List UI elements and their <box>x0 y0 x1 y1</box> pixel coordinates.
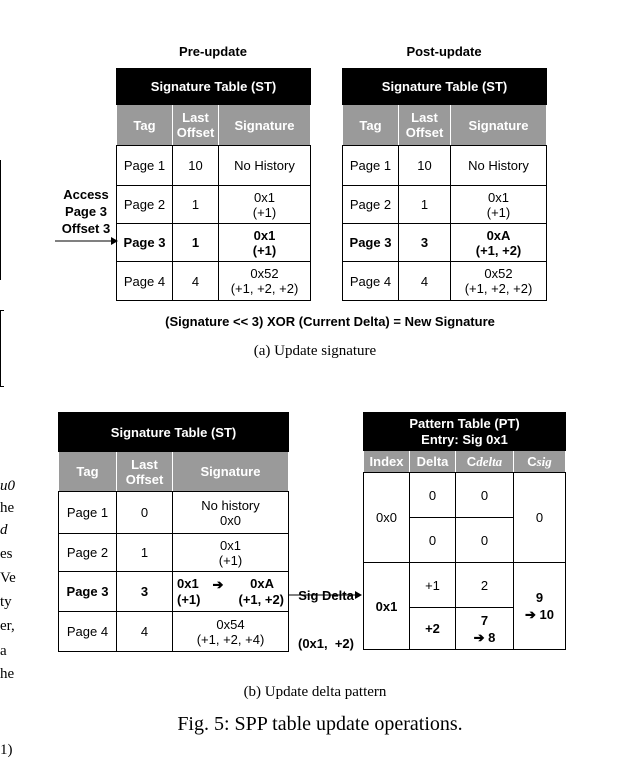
edge-line <box>0 386 4 387</box>
delta-cell: 0 <box>410 518 456 563</box>
edge-fragment: Ve <box>0 570 16 586</box>
edge-fragment: u0 <box>0 478 15 494</box>
counter-cell: 0 <box>456 473 514 518</box>
signature-cell: 0x1 (+1) <box>451 186 547 224</box>
edge-fragment: he <box>0 666 15 682</box>
offset-cell: 10 <box>399 146 451 186</box>
access-label: Access Page 3 Offset 3 <box>61 187 111 236</box>
tag-cell: Page 3 <box>117 224 173 262</box>
signature-cell: 0x1 (+1) <box>219 186 311 224</box>
header-delta: Delta <box>410 451 456 473</box>
tag-cell: Page 1 <box>343 146 399 186</box>
tag-cell: Page 3 <box>59 572 117 612</box>
caption-a: (a) Update signature <box>253 343 377 359</box>
signature-cell: 0x52 (+1, +2, +2) <box>451 262 547 301</box>
header-index: Index <box>364 451 410 473</box>
pattern-table <box>363 412 566 650</box>
sig-delta-label: Sig Delta (0x1, +2) <box>297 588 354 651</box>
offset-cell: 1 <box>173 224 219 262</box>
new-signature: 0xA <box>250 576 275 591</box>
header-last-offset: Last Offset <box>173 105 219 146</box>
edge-fragment: ty <box>0 594 12 610</box>
sig-counter-cell: 0 <box>514 473 566 563</box>
table-row <box>59 612 289 652</box>
arrow-right-icon: ➔ <box>525 607 536 622</box>
edge-fragment: er, <box>0 618 15 634</box>
table-row <box>117 262 311 301</box>
signature-cell: No History <box>451 146 547 186</box>
header-last-offset: Last Offset <box>117 452 173 492</box>
offset-cell: 4 <box>117 612 173 652</box>
tag-cell: Page 1 <box>117 146 173 186</box>
header-signature: Signature <box>173 452 289 492</box>
sig-counter-cell: 9 ➔ 10 <box>514 563 566 650</box>
tag-cell: Page 4 <box>59 612 117 652</box>
tag-cell: Page 4 <box>343 262 399 301</box>
table-row <box>364 473 566 518</box>
table-title: Signature Table (ST) <box>59 413 289 452</box>
table-row <box>343 224 547 262</box>
table-row <box>59 534 289 572</box>
signature-cell: No history 0x0 <box>173 492 289 534</box>
offset-cell: 1 <box>117 534 173 572</box>
edge-line <box>0 310 4 311</box>
offset-cell: 4 <box>173 262 219 301</box>
old-signature-deltas: (+1) <box>177 592 201 607</box>
header-c-delta: Cdelta <box>456 451 514 473</box>
table-row <box>117 146 311 186</box>
arrow-right-icon: ➔ <box>473 629 485 645</box>
table-row <box>343 262 547 301</box>
tag-cell: Page 2 <box>343 186 399 224</box>
tag-cell: Page 2 <box>59 534 117 572</box>
old-signature: 0x1 <box>177 576 199 591</box>
offset-cell: 4 <box>399 262 451 301</box>
table-row <box>59 572 289 612</box>
table-title: Signature Table (ST) <box>343 69 547 105</box>
pre-update-signature-table <box>116 68 311 301</box>
signature-cell: 0x52 (+1, +2, +2) <box>219 262 311 301</box>
offset-cell: 1 <box>173 186 219 224</box>
new-signature-deltas: (+1, +2) <box>238 592 285 607</box>
sig-delta-arrow <box>288 590 364 600</box>
signature-cell: 0x54 (+1, +2, +4) <box>173 612 289 652</box>
delta-cell: 0 <box>410 473 456 518</box>
edge-fragment: a <box>0 643 7 659</box>
signature-formula: (Signature << 3) XOR (Current Delta) = New Signature <box>165 314 495 329</box>
offset-cell: 0 <box>117 492 173 534</box>
header-last-offset: Last Offset <box>399 105 451 146</box>
post-update-signature-table <box>342 68 547 301</box>
counter-cell: 2 <box>456 563 514 608</box>
header-tag: Tag <box>59 452 117 492</box>
index-cell: 0x0 <box>364 473 410 563</box>
signature-cell: No History <box>219 146 311 186</box>
counter-cell: 0 <box>456 518 514 563</box>
edge-line <box>0 310 1 386</box>
table-row <box>59 492 289 534</box>
offset-cell: 3 <box>399 224 451 262</box>
table-row <box>117 224 311 262</box>
delta-cell: +2 <box>410 608 456 650</box>
table-title: Signature Table (ST) <box>117 69 311 105</box>
index-cell: 0x1 <box>364 563 410 650</box>
tag-cell: Page 2 <box>117 186 173 224</box>
edge-fragment: 1) <box>0 742 13 758</box>
delta-signature-table <box>58 412 289 652</box>
offset-cell: 3 <box>117 572 173 612</box>
delta-cell: +1 <box>410 563 456 608</box>
counter-cell: 7 ➔ 8 <box>456 608 514 650</box>
tag-cell: Page 4 <box>117 262 173 301</box>
offset-cell: 10 <box>173 146 219 186</box>
access-arrow <box>55 236 119 246</box>
figure-caption: Fig. 5: SPP table update operations. <box>177 713 463 735</box>
table-row <box>343 186 547 224</box>
signature-cell: 0x1 (+1) <box>219 224 311 262</box>
edge-fragment: d <box>0 522 8 538</box>
table-row <box>343 146 547 186</box>
header-tag: Tag <box>117 105 173 146</box>
tag-cell: Page 3 <box>343 224 399 262</box>
arrow-right-icon: ➔ <box>212 577 224 592</box>
header-tag: Tag <box>343 105 399 146</box>
header-c-sig: Csig <box>514 451 566 473</box>
caption-b: (b) Update delta pattern <box>243 684 387 700</box>
table-title: Pattern Table (PT) Entry: Sig 0x1 <box>364 413 566 451</box>
tag-cell: Page 1 <box>59 492 117 534</box>
signature-cell: 0x1 (+1) <box>173 534 289 572</box>
signature-cell <box>173 572 289 612</box>
pre-update-label: Pre-update <box>179 44 247 59</box>
signature-cell: 0xA (+1, +2) <box>451 224 547 262</box>
offset-cell: 1 <box>399 186 451 224</box>
table-row <box>364 563 566 608</box>
post-update-label: Post-update <box>406 44 482 59</box>
table-row <box>117 186 311 224</box>
edge-line <box>0 160 1 280</box>
edge-fragment: es <box>0 546 13 562</box>
header-signature: Signature <box>219 105 311 146</box>
header-signature: Signature <box>451 105 547 146</box>
edge-fragment: he <box>0 500 15 516</box>
